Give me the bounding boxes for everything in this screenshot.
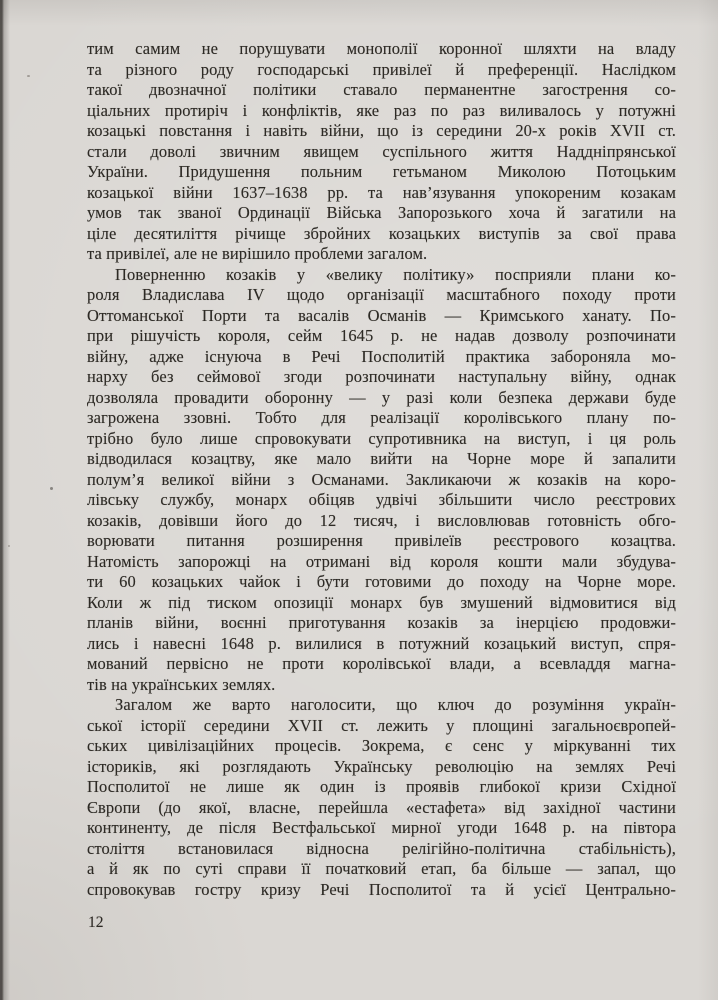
text-line: Посполитої не лише як один із проявів глибокої кризи Східної [87, 777, 676, 796]
text-line: тів на українських землях. [87, 674, 276, 694]
text-line: століття встановилася відносна релігійно-політична стабільність), [87, 838, 676, 858]
text-line: континенту, де після Вестфальської мирної угоди 1648 р. на півтора [87, 818, 676, 837]
text-line: ціальних протиріч і конфліктів, яке раз по раз виливалось у потужні [87, 100, 676, 120]
text-line: істориків, які розглядають Українську революцію на землях Речі [87, 756, 676, 776]
text-block [87, 39, 676, 900]
paragraph [87, 39, 676, 265]
text-line: та різного роду господарські привілеї й преференції. Наслідком [87, 59, 676, 79]
text-line: козацькі повстання і навіть війни, що із середини 20-х років XVII ст. [87, 121, 676, 140]
text-line: України. Придушення польним гетьманом Миколою Потоцьким [87, 162, 676, 181]
paragraph [87, 265, 676, 696]
text-line: дозволяла провадити оборонну — у разі коли безпека держави буде [87, 387, 676, 407]
text-line: тим самим не порушувати монополії коронної шляхти на владу [87, 39, 676, 58]
text-line: Оттоманської Порти та васалів Османів — Кримського ханату. По- [87, 305, 676, 325]
paragraph [87, 695, 676, 900]
scan-left-edge-shadow [0, 0, 10, 1000]
text-line: та привілеї, але не вирішило проблеми загалом. [87, 244, 428, 263]
text-line: ської історії середини XVII ст. лежить у площині загальноєвропей- [87, 715, 676, 735]
text-line: такої двозначної політики ставало перманентне загострення со- [87, 80, 676, 99]
text-line: полум’я великої війни з Османами. Закликаючи ж козаків на коро- [87, 469, 676, 489]
text-line: Поверненню козаків у «велику політику» посприяли плани ко- [115, 264, 676, 284]
text-line: ти 60 козацьких чайок і бути готовими до походу на Чорне море. [87, 572, 676, 591]
text-line: а й як по суті справи її початковий етап, ба більше — запал, що [87, 859, 676, 878]
text-line: загрожена ззовні. Тобто для реалізації королівського плану по- [87, 408, 676, 427]
text-line: лівську службу, монарх обіцяв удвічі збільшити число реєстрових [87, 490, 676, 509]
text-line: мований первісно не проти королівської влади, а всевладдя магна- [87, 654, 676, 673]
text-line: козаків, довівши його до 12 тисяч, і висловлював готовність обго- [87, 510, 676, 530]
text-line: стали доволі звичним явищем суспільного життя Наддніпрянської [87, 141, 676, 161]
page-number: 12 [88, 914, 104, 931]
scan-speck [27, 75, 30, 77]
text-line: козацької війни 1637–1638 рр. та нав’язування упокореним козакам [87, 182, 676, 202]
scan-speck [8, 545, 10, 547]
text-line: Коли ж під тиском опозиції монарх був змушений відмовитися від [87, 592, 676, 612]
text-line: лись і навесні 1648 р. вилилися в потужний козацький виступ, спря- [87, 633, 676, 653]
text-line: відводилася козацтву, яке мало вийти на Чорне море й запалити [87, 449, 676, 468]
text-line: нарху без сеймової згоди розпочинати наступальну війну, однак [87, 367, 676, 386]
text-line: ворювати питання розширення привілеїв реєстрового козацтва. [87, 531, 676, 550]
text-line: Натомість запорожці на отримані від короля кошти мали збудува- [87, 551, 676, 571]
text-line: умов так званої Ординації Війська Запорозького хоча й загатили на [87, 203, 676, 222]
text-line: війну, адже існуюча в Речі Посполитій практика забороняла мо- [87, 346, 676, 366]
text-line: роля Владислава IV щодо організації масштабного походу проти [87, 285, 676, 304]
text-line: трібно було лише спровокувати супротивника на виступ, і ця роль [87, 428, 676, 448]
text-line: спровокував гостру кризу Речі Посполитої та й усієї Центрально- [87, 879, 676, 899]
scan-speck [50, 487, 53, 490]
text-line: Європи (до якої, власне, перейшла «естафета» від західної частини [87, 797, 676, 817]
text-line: ціле десятиліття річище збройних козацьких виступів за свої права [87, 223, 676, 243]
text-line: планів війни, воєнні приготування козаків за інерцією продовжи- [87, 613, 676, 632]
text-line: Загалом же варто наголосити, що ключ до розуміння україн- [115, 695, 676, 714]
text-line: ських цивілізаційних процесів. Зокрема, є сенс у міркуванні тих [87, 736, 676, 755]
text-line: при рішучість короля, сейм 1645 р. не надав дозволу розпочинати [87, 326, 676, 345]
